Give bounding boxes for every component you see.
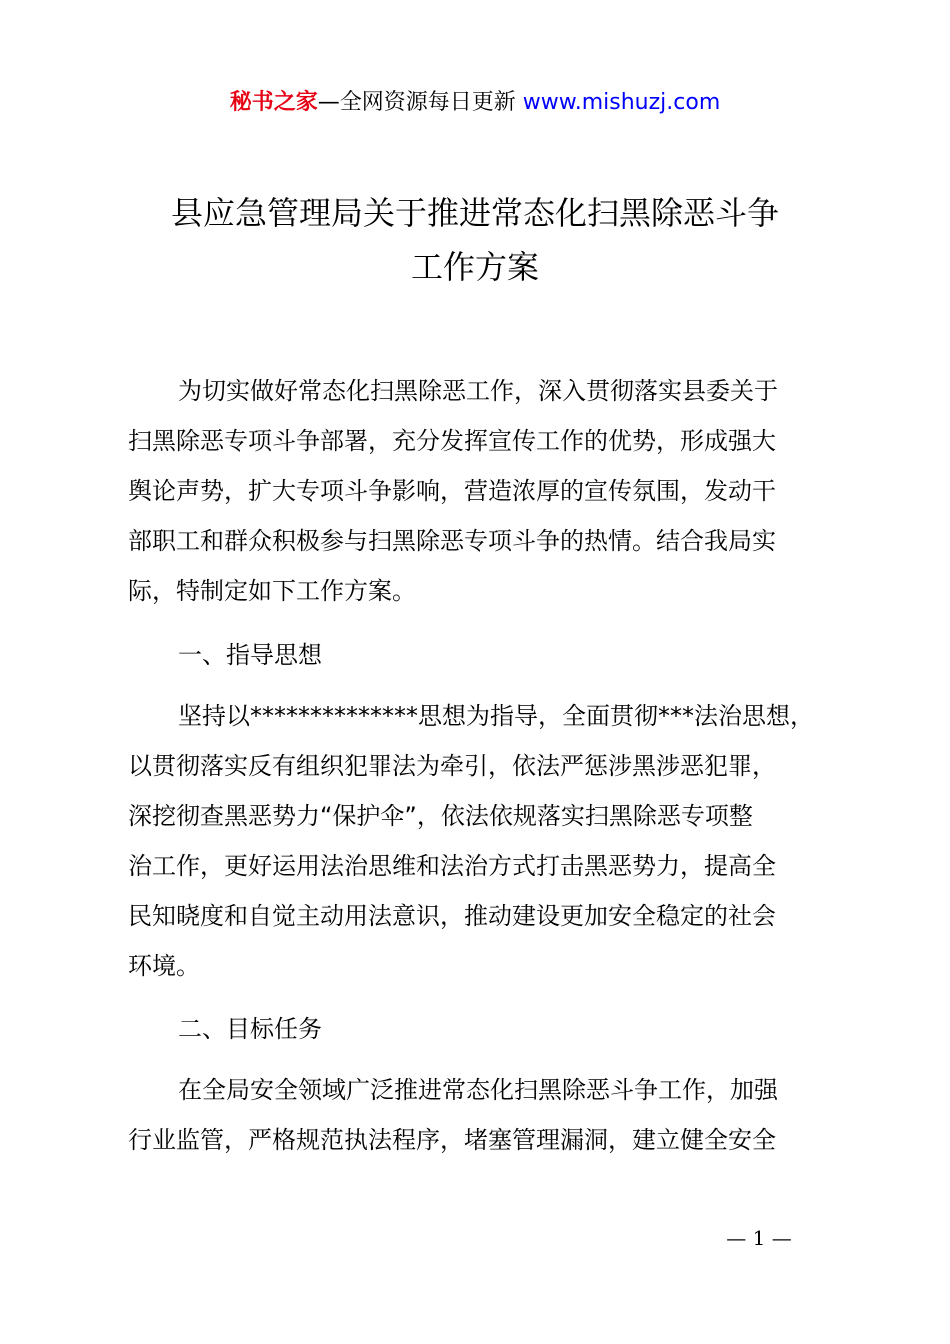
page-number: — 1 — (726, 1226, 792, 1250)
guiding-ideology-paragraph (128, 691, 828, 991)
header-tagline: —全网资源每日更新 (317, 90, 516, 115)
paragraph-line: 扫黑除恶专项斗争部署，充分发挥宣传工作的优势，形成强大 (128, 427, 776, 455)
section-heading-guiding-ideology: 一、指导思想 (178, 641, 322, 669)
paragraph-line: 深挖彻查黑恶势力“保护伞”，依法依规落实扫黑除恶专项整 (128, 802, 753, 830)
paragraph-line: 行业监管，严格规范执法程序，堵塞管理漏洞，建立健全安全 (128, 1126, 776, 1154)
paragraph-line: 部职工和群众积极参与扫黑除恶专项斗争的热情。结合我局实 (128, 527, 776, 555)
paragraph-line: 舆论声势，扩大专项斗争影响，营造浓厚的宣传氛围，发动干 (128, 477, 776, 505)
section-heading-goals-tasks: 二、目标任务 (178, 1015, 322, 1043)
paragraph-line: 环境。 (128, 952, 200, 980)
paragraph-line: 为切实做好常态化扫黑除恶工作，深入贯彻落实县委关于 (178, 377, 778, 405)
paragraph-line: 治工作，更好运用法治思维和法治方式打击黑恶势力，提高全 (128, 852, 776, 880)
paragraph-line: 际，特制定如下工作方案。 (128, 577, 416, 605)
site-header (0, 86, 950, 120)
document-title (0, 186, 950, 294)
header-url-link[interactable]: www.mishuzj.com (522, 90, 721, 115)
document-title-line-2: 工作方案 (410, 248, 539, 286)
paragraph-line: 以贯彻落实反有组织犯罪法为牵引，依法严惩涉黑涉恶犯罪， (128, 752, 776, 780)
goals-tasks-paragraph (128, 1065, 828, 1165)
document-title-line-1: 县应急管理局关于推进常态化扫黑除恶斗争 (170, 194, 779, 232)
paragraph-line: 坚持以**************思想为指导，全面贯彻***法治思想， (178, 702, 814, 730)
paragraph-line: 在全局安全领域广泛推进常态化扫黑除恶斗争工作，加强 (178, 1076, 778, 1104)
intro-paragraph (128, 366, 828, 616)
paragraph-line: 民知晓度和自觉主动用法意识，推动建设更加安全稳定的社会 (128, 902, 776, 930)
header-brand: 秘书之家 (229, 90, 318, 115)
